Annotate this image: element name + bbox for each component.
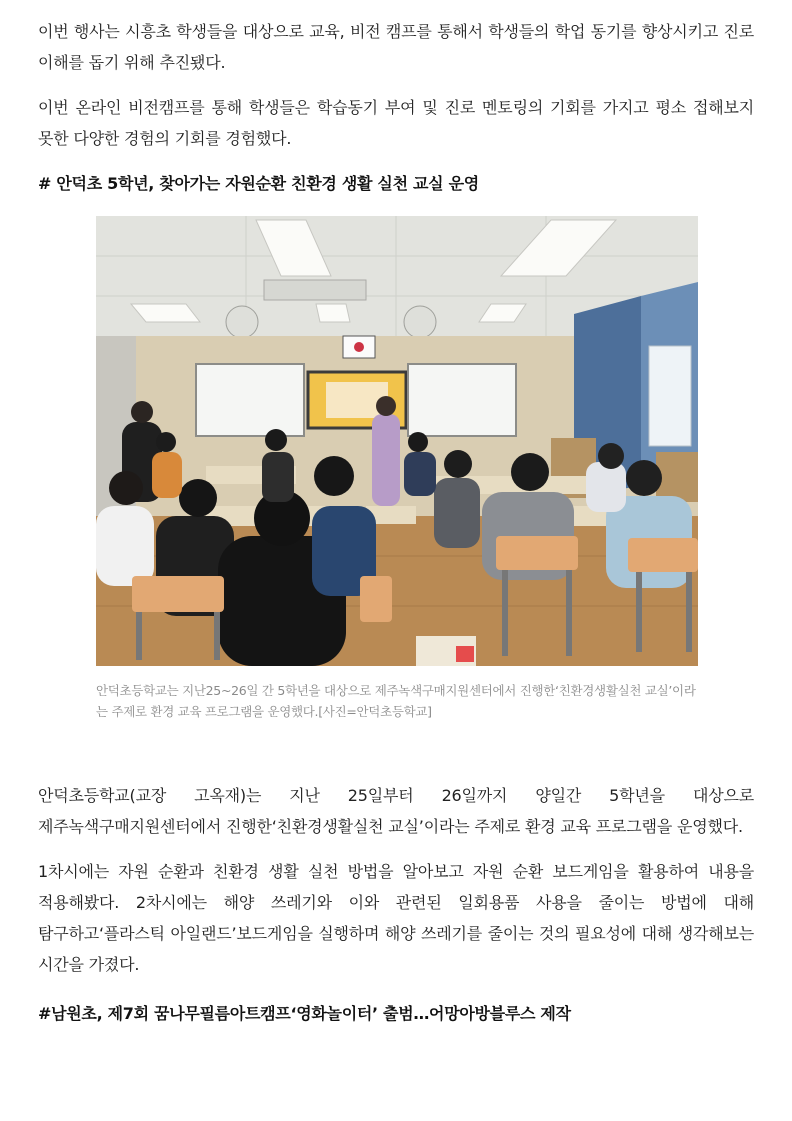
article-paragraph: 이번 행사는 시흥초 학생들을 대상으로 교육, 비전 캠프를 통해서 학생들의 학업 동기를 향상시키고 진로 이해를 돕기 위해 추진됐다. <box>38 22 754 72</box>
article-paragraph: 1차시에는 자원 순환과 친환경 생활 실천 방법을 알아보고 자원 순환 보드게임을 활용하여 내용을 적용해봤다. 2차시에는 해양 쓰레기와 이와 관련된 일회용품 사용을 줄이는 방법에 대해 탐구하고‘플라스틱 아일랜드’보드게임을 실행하며 해양 쓰레기를 줄이는 것의 필요성에 대해 생각해보는 시간을 가졌다. <box>38 862 754 974</box>
photo-caption: 안덕초등학교는 지난25~26일 간 5학년을 대상으로 제주녹색구매지원센터에서 진행한‘친환경생활실천 교실’이라는 주제로 환경 교육 프로그램을 운영했다.[사진=안덕초등학교] <box>96 683 696 719</box>
photo-figure <box>96 216 698 722</box>
section-heading: # 안덕초 5학년, 찾아가는 자원순환 친환경 생활 실천 교실 운영 <box>38 174 479 193</box>
article-paragraph: 이번 온라인 비전캠프를 통해 학생들은 학습동기 부여 및 진로 멘토링의 기회를 가지고 평소 접해보지 못한 다양한 경험의 기회를 경험했다. <box>38 98 754 148</box>
article-body <box>38 16 754 1028</box>
classroom-photo[interactable] <box>96 216 698 666</box>
section-heading: #남원초, 제7회 꿈나무필름아트캠프‘영화놀이터’ 출범…어망아방블루스 제작 <box>38 1004 571 1023</box>
article-paragraph: 안덕초등학교(교장 고옥재)는 지난 25일부터 26일까지 양일간 5학년을 대상으로 제주녹색구매지원센터에서 진행한‘친환경생활실천 교실’이라는 주제로 환경 교육 프로그램을 운영했다. <box>38 786 754 836</box>
